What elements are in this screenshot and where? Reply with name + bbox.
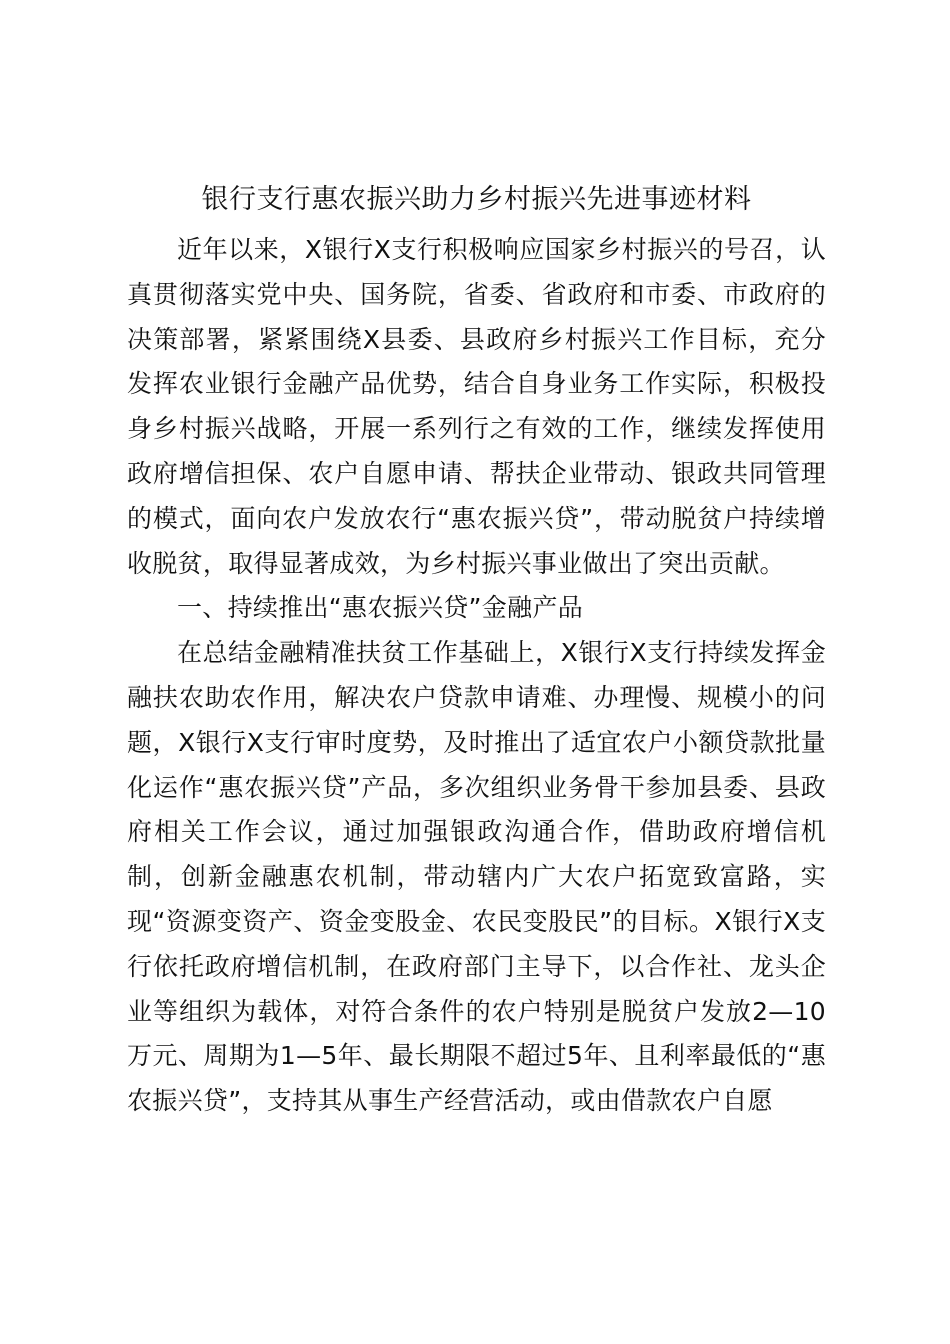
section-heading-1: 一、持续推出“惠农振兴贷”金融产品 bbox=[177, 593, 584, 623]
section-1-paragraph: 在总结金融精准扶贫工作基础上，X银行X支行持续发挥金融扶农助农作用，解决农户贷款申请难、办理慢、规模小的问题，X银行X支行审时度势，及时推出了适宜农户小额贷款批量化运作“惠农振兴贷”产品，多次组织业务骨干参加县委、县政府相关工作会议，通过加强银政沟通合作，借助政府增信机制，创新金融惠农机制，带动辖内广大农户拓宽致富路，实现“资源变资产、资金变股金、农民变股民”的目标。X银行X支行依托政府增信机制，在政府部门主导下，以合作社、龙头企业等组织为载体，对符合条件的农户特别是脱贫户发放2—10万元、周期为1—5年、最长期限不超过5年、且利率最低的“惠农振兴贷”，支持其从事生产经营活动，或由借款农户自愿 bbox=[127, 638, 826, 1116]
document-title: 银行支行惠农振兴助力乡村振兴先进事迹材料 bbox=[201, 184, 752, 215]
intro-paragraph: 近年以来，X银行X支行积极响应国家乡村振兴的号召，认真贯彻落实党中央、国务院，省委、省政府和市委、市政府的决策部署，紧紧围绕X县委、县政府乡村振兴工作目标，充分发挥农业银行金融产品优势，结合自身业务工作实际，积极投身乡村振兴战略，开展一系列行之有效的工作，继续发挥使用政府增信担保、农户自愿申请、帮扶企业带动、银政共同管理的模式，面向农户发放农行“惠农振兴贷”，带动脱贫户持续增收脱贫，取得显著成效，为乡村振兴事业做出了突出贡献。 bbox=[127, 235, 826, 578]
